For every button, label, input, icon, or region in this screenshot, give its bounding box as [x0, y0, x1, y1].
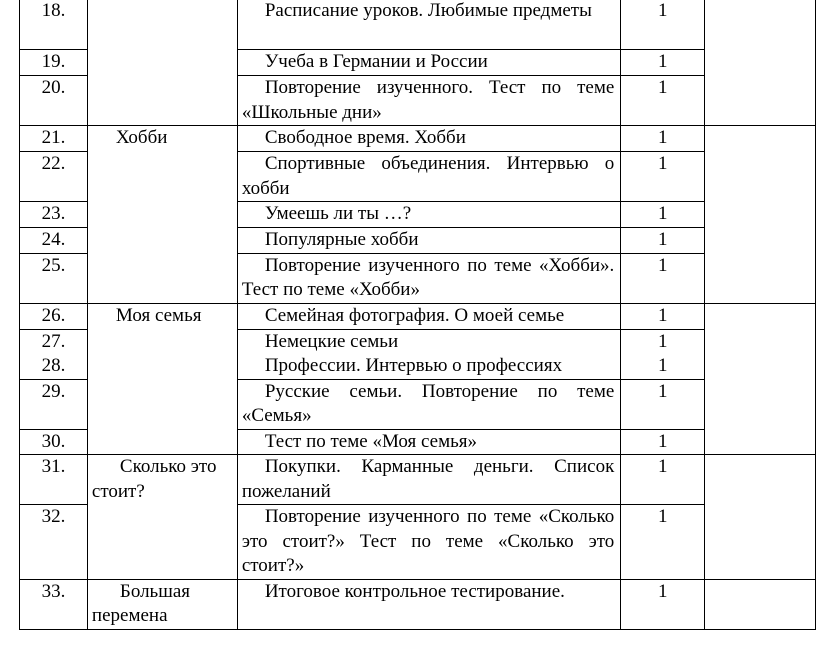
row-number: 33.	[20, 579, 88, 629]
lesson-text: Популярные хобби	[264, 229, 419, 250]
table-row	[20, 126, 816, 152]
row-number: 18.	[20, 0, 88, 50]
hours-value: 1	[657, 330, 668, 352]
hours-cell: 1	[621, 202, 705, 228]
lesson-cell	[237, 228, 621, 254]
lesson-cell	[237, 253, 621, 303]
lesson-cell	[237, 126, 621, 152]
hours-cell: 1	[621, 0, 705, 50]
row-number-a: 27.	[41, 330, 66, 352]
lesson-text: Повторение изученного по теме «Сколько это стоит?» Тест по теме «Сколько это стоит?»	[241, 506, 615, 576]
hours-cell: 1	[621, 50, 705, 76]
empty-cell	[705, 126, 816, 304]
row-number: 19.	[20, 50, 88, 76]
lesson-text: Покупки. Карманные деньги. Список пожеланий	[241, 456, 615, 502]
topic-cell-family	[87, 303, 237, 455]
lesson-cell	[237, 152, 621, 202]
lesson-cell	[237, 329, 621, 379]
topic-text: Моя семья	[115, 304, 202, 326]
lesson-text: Повторение изученного по теме «Хобби». Тест по теме «Хобби»	[241, 254, 615, 300]
lesson-text: Русские семьи. Повторение по теме «Семья»	[241, 380, 615, 426]
lesson-cell	[237, 50, 621, 76]
table-row	[20, 455, 816, 505]
lesson-cell	[237, 76, 621, 126]
hours-cell: 1	[621, 253, 705, 303]
hours-cell: 1	[621, 152, 705, 202]
row-number: 32.	[20, 505, 88, 580]
topic-cell	[87, 0, 237, 126]
topic-cell-break	[87, 579, 237, 629]
topic-text: Хобби	[115, 127, 168, 148]
hours-cell: 1	[621, 429, 705, 455]
table-row	[20, 579, 816, 629]
lesson-text: Повторение изученного. Тест по теме «Школьные дни»	[241, 77, 615, 123]
row-number: 21.	[20, 126, 88, 152]
lesson-plan-table	[19, 0, 816, 630]
lesson-text: Умеешь ли ты …?	[264, 203, 412, 224]
hours-cell: 1	[621, 455, 705, 505]
row-number-b: 28.	[41, 355, 66, 376]
hours-cell: 1	[621, 379, 705, 429]
lesson-cell	[237, 202, 621, 228]
lesson-text: Немецкие семьи	[264, 330, 399, 352]
empty-cell	[705, 0, 816, 126]
row-number: 20.	[20, 76, 88, 126]
row-number: 26.	[20, 303, 88, 329]
row-number: 23.	[20, 202, 88, 228]
hours-cell: 1	[621, 303, 705, 329]
lesson-text: Итоговое контрольное тестирование.	[264, 580, 565, 602]
lesson-cell	[237, 303, 621, 329]
lesson-cell	[237, 455, 621, 505]
table-row	[20, 0, 816, 50]
table-row	[20, 303, 816, 329]
row-number: 24.	[20, 228, 88, 254]
row-number	[20, 329, 88, 379]
lesson-cell	[237, 579, 621, 629]
lesson-cell	[237, 505, 621, 580]
empty-cell	[705, 455, 816, 580]
topic-text: Сколько это стоит?	[91, 456, 217, 502]
hours-value: 1	[657, 355, 668, 376]
row-number: 25.	[20, 253, 88, 303]
lesson-text: Тест по теме «Моя семья»	[264, 430, 478, 452]
hours-cell: 1	[621, 126, 705, 152]
hours-cell	[621, 329, 705, 379]
hours-cell: 1	[621, 76, 705, 126]
topic-text: Большая перемена	[91, 580, 191, 626]
row-number: 29.	[20, 379, 88, 429]
empty-cell	[705, 579, 816, 629]
lesson-text: Расписание уроков. Любимые предметы	[264, 0, 592, 21]
lesson-text: Учеба в Германии и России	[264, 51, 488, 72]
hours-cell: 1	[621, 505, 705, 580]
topic-cell-cost	[87, 455, 237, 580]
row-number: 30.	[20, 429, 88, 455]
lesson-text: Профессии. Интервью о профессиях	[264, 355, 563, 376]
empty-cell	[705, 303, 816, 455]
row-number: 22.	[20, 152, 88, 202]
hours-cell: 1	[621, 579, 705, 629]
lesson-cell	[237, 0, 621, 50]
lesson-text: Спортивные объединения. Интервью о хобби	[241, 153, 615, 199]
lesson-text: Семейная фотография. О моей семье	[264, 304, 565, 326]
hours-cell: 1	[621, 228, 705, 254]
lesson-cell	[237, 429, 621, 455]
row-number: 31.	[20, 455, 88, 505]
topic-cell-hobby	[87, 126, 237, 304]
lesson-cell	[237, 379, 621, 429]
lesson-text: Свободное время. Хобби	[264, 127, 466, 148]
